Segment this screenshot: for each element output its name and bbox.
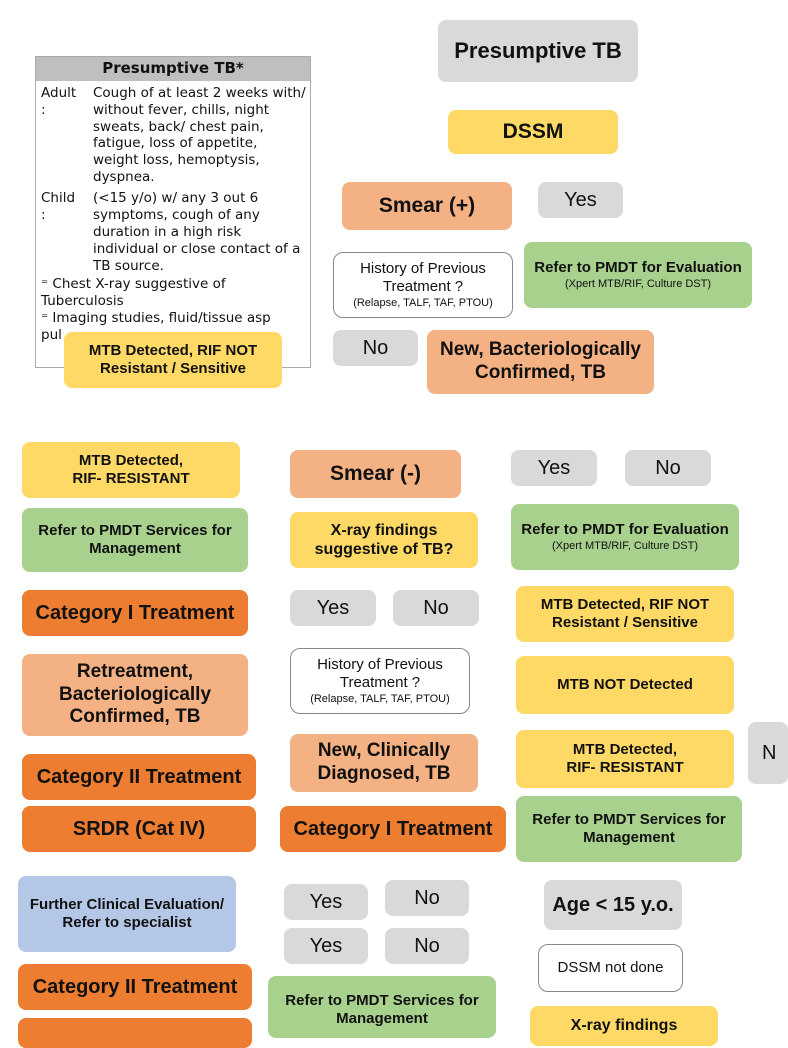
retreatment-node: Retreatment, Bacteriologically Confirmed, TB: [22, 654, 248, 736]
category-1-treatment-node-1: Category I Treatment: [22, 590, 248, 636]
refer-pmdt-evaluation-2-subtitle: (Xpert MTB/RIF, Culture DST): [551, 539, 699, 552]
definition-bullet-xray: ⁼ Chest X-ray suggestive of Tuberculosis: [41, 276, 226, 310]
refer-pmdt-evaluation-node-1: [524, 242, 752, 308]
refer-pmdt-evaluation-1-subtitle: (Xpert MTB/RIF, Culture DST): [564, 277, 712, 290]
no-node-2: No: [625, 450, 711, 486]
no-node-1: No: [333, 330, 418, 366]
smear-negative-node: Smear (-): [290, 450, 461, 498]
yes-node-5: Yes: [284, 928, 368, 964]
further-clinical-evaluation-node: Further Clinical Evaluation/ Refer to specialist: [18, 876, 236, 952]
refer-pmdt-evaluation-1-label: Refer to PMDT for Evaluation: [534, 258, 742, 276]
partial-orange-node: [18, 1018, 252, 1048]
adult-definition-text: Cough of at least 2 weeks with/ without fever, chills, night sweats, back/ chest pain, fatigue, loss of appetite, weight loss, hemoptysis, dyspnea.: [93, 84, 306, 186]
history-previous-treatment-node-1: [333, 252, 513, 318]
definition-bullet-partial: pul: [41, 327, 62, 343]
dssm-not-done-node: DSSM not done: [538, 944, 683, 992]
refer-pmdt-services-node-2: Refer to PMDT Services for Management: [516, 796, 742, 862]
srdr-node: SRDR (Cat IV): [22, 806, 256, 852]
xray-findings-node-1: X-ray findings suggestive of TB?: [290, 512, 478, 568]
mtb-detected-resistant-node-2: MTB Detected, RIF- RESISTANT: [516, 730, 734, 788]
partial-edge-node: N: [748, 722, 788, 784]
dssm-node: DSSM: [448, 110, 618, 154]
yes-node-1: Yes: [538, 182, 623, 218]
new-clinically-diagnosed-node: New, Clinically Diagnosed, TB: [290, 734, 478, 792]
refer-pmdt-services-node-1: Refer to PMDT Services for Management: [22, 508, 248, 572]
category-1-treatment-node-2: Category I Treatment: [280, 806, 506, 852]
history-2-question: History of Previous Treatment ?: [317, 655, 443, 691]
yes-node-4: Yes: [284, 884, 368, 920]
mtb-not-detected-node: MTB NOT Detected: [516, 656, 734, 714]
history-previous-treatment-node-2: [290, 648, 470, 714]
definition-bullet-imaging: ⁼ Imaging studies, fluid/tissue asp: [41, 310, 271, 327]
smear-positive-node: Smear (+): [342, 182, 512, 230]
presumptive-tb-node: Presumptive TB: [438, 20, 638, 82]
presumptive-tb-definition-table: [35, 56, 311, 368]
history-2-subtitle: (Relapse, TALF, TAF, PTOU): [310, 692, 450, 705]
new-bacteriologically-confirmed-node: New, Bacteriologically Confirmed, TB: [427, 330, 654, 394]
refer-pmdt-evaluation-2-label: Refer to PMDT for Evaluation: [521, 520, 729, 538]
yes-node-2: Yes: [511, 450, 597, 486]
refer-pmdt-evaluation-node-2: [511, 504, 739, 570]
mtb-detected-resistant-node-1: MTB Detected, RIF- RESISTANT: [22, 442, 240, 498]
category-2-treatment-node-2: Category II Treatment: [18, 964, 252, 1010]
mtb-detected-sensitive-node-1: MTB Detected, RIF NOT Resistant / Sensitive: [64, 332, 282, 388]
child-definition-row: [36, 186, 310, 274]
child-label: Child :: [41, 190, 76, 223]
refer-pmdt-services-node-3: Refer to PMDT Services for Management: [268, 976, 496, 1038]
age-under-15-node: Age < 15 y.o.: [544, 880, 682, 930]
yes-node-3: Yes: [290, 590, 376, 626]
adult-label: Adult :: [41, 84, 77, 118]
adult-definition-row: [36, 81, 310, 186]
xray-findings-node-2: X-ray findings: [530, 1006, 718, 1046]
no-node-4: No: [385, 880, 469, 916]
definition-table-title: Presumptive TB*: [36, 57, 310, 81]
no-node-3: No: [393, 590, 479, 626]
child-definition-text: (<15 y/o) w/ any 3 out 6 symptoms, cough of any duration in a high risk individual or close contact of a TB source.: [93, 190, 301, 274]
no-node-5: No: [385, 928, 469, 964]
category-2-treatment-node-1: Category II Treatment: [22, 754, 256, 800]
history-1-subtitle: (Relapse, TALF, TAF, PTOU): [353, 296, 493, 309]
mtb-detected-sensitive-node-2: MTB Detected, RIF NOT Resistant / Sensitive: [516, 586, 734, 642]
history-1-question: History of Previous Treatment ?: [360, 259, 486, 295]
